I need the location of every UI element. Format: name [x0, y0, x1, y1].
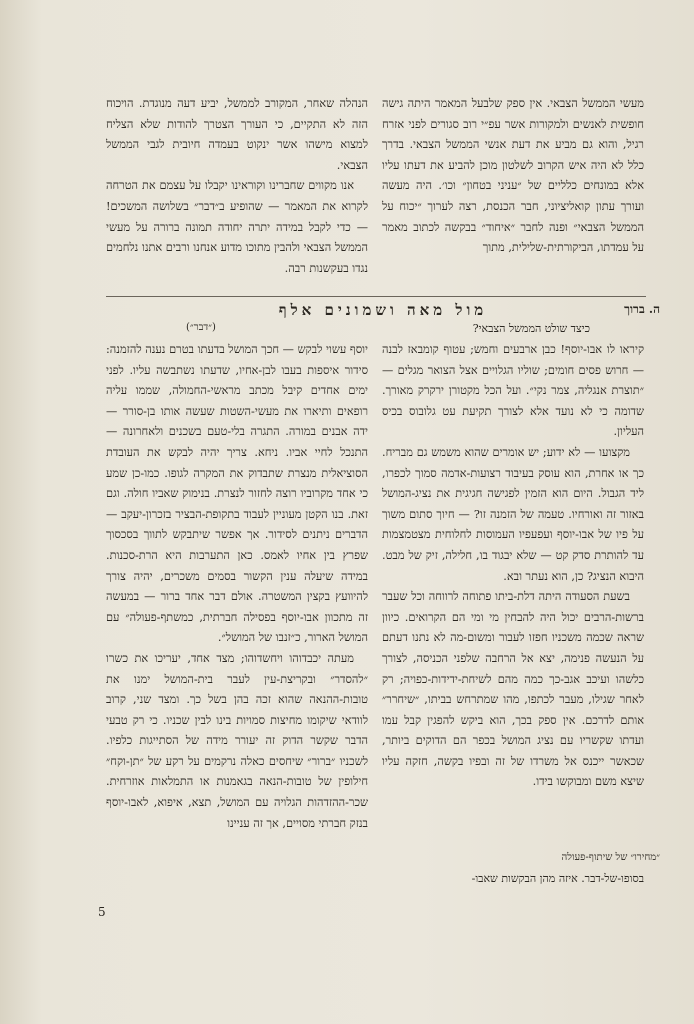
article-column-left [106, 340, 368, 905]
page-number: 5 [98, 905, 106, 919]
article-paragraph: בשעת הסעודה היתה דלת-ביתו פתוחה לרווחה וכל שעבר ברשות-הרבים יכול היה להבחין מי ומי הם הקרואים. כיוון שראה שכמה משכניו חפזו לעבור ומשום-מה לא נתנו דעתם על הנעשה פנימה, יצא אל הרחבה שלפני הכניסה, לצורך כלשהו ועיכב אגב-כך כמה מהם לשיחת-ידידות-כפויה; רק לאחר שגילו, מעבר לכתפו, מהו שמתרחש בביתו, ״שיחרר״ אותם לדרכם. אין ספק בכך, הוא ביקש להפגין קבל עמו ועדתו שקשריו עם נציג המושל בכפר הם הדוקים ביותר, שכאשר ייכנס אל משרדו של זה ובפיו בקשה, חזקה עליו שיצא משם ומבוקשו בידו. [382, 590, 644, 789]
article-subtitle: כיצד שולט הממשל הצבאי? [472, 322, 590, 335]
article-headline: מול מאה ושמונים אלף [278, 301, 488, 319]
intro-paragraph: מעשי הממשל הצבאי. אין ספק שלבעל המאמר היתה גישה חופשית לאנשים ולמקורות אשר עפ״י רוב סגורים לפני אזרח רגיל, והוא גם מביע את דעת אנשי הממשל הצבאי. בדרך כלל לא היה איש הקרוב לשלטון מוכן להביע את דעתו עליו אלא במונחים כלליים של ״עניני בטחון״ וכו׳. היה מעשה ועורך עתון קואליציוני, חבר הכנסת, רצה לערוך ״יכוח על הממשל הצבאי״ ופנה לחבר ״איחוד״ בבקשה לכתוב מאמר על עמדתו, הביקורתית-שלילית, מתוך [382, 97, 644, 255]
article-paragraph: קיראו לו אבו-יוסף! כבן ארבעים וחמש; עטוף קומבאז לבנה — חרוש פסים חומים; שוליו הגלויים אצל הצואר מגלים — ״תוצרת אנגליה, צמר נקי״. ועל הכל מקטורן ירקרק מאורך. שדומה כי לא נועד אלא לצורך תקיעת עט גלובוס בכיס העליון. [382, 343, 644, 439]
subheading: ״מחירו״ של שיתוף-פעולה [561, 852, 660, 863]
section-divider [106, 296, 646, 297]
intro-column-left [106, 94, 368, 296]
article-column-right [382, 340, 644, 830]
article-author: ה. ברוך [624, 302, 660, 316]
article-paragraph: יוסף עשוי לבקש — חכך המושל בדעתו בטרם נענה להזמנה: סידור איספות בעבו לבן-אחיו, שדעתו נשתבשה עליו. לפני ימים אחדים קיבל מכתב מראשי-החמולה, שממו עליה רופאים ותיארו את מעשי-השטות שעשה אותו בן-סורר — ידה אבנים במורה. התגרה בלי-טעם בשכנים ולאחרונה — התנכל לחיי אביו. ניחא. צריך יהיה לבקש את העובדת הסוציאלית מנצרת שתבדוק את המקרה לגופו. כמו-כן שמע כי אחד מקרוביו רוצה לחזור לנצרת. בנימוק שאביו חולה. וגם זאת. בנו הקטן מעוניין לעבוד בתקופת-הבציר בזכרון-יעקב — הדברים ניתנים לסידור. אך אפשר שיתבקש לתווך בסכסוך שפרץ בין אחיו לאמס. כאן התערבות היא הרת-סכנות. במידה שיעלה ענין הקשור בסמים משכרים, יהיה צורך להיוועץ בקצין המשטרה. אולם דבר אחד ברור — במעשה זה מתכוון אבו-יוסף בפסילה חברתית, כמשתף-פעולה״ עם המושל הארור, כ״זנבו של המושל״. [106, 343, 368, 645]
article-paragraph: מקצועו — לא ידוע; יש אומרים שהוא משמש גם מבריח. כך או אחרת, הוא עוסק בעיבוד רצועות-אדמה סמוך לכפרו, ליד הגבול. היום הוא הזמין לפגישה חגיגית את נציג-המושל באזור זה ואורחיו. טעמה של הזמנה זו? — חיוך סתום משוך על פיו של אבו-יוסף ועפעפיו העמוסות לחלוחית מצטמצמות עד להותרת סדק קט — שלא יבגוד בו, חלילה, זיק של מבט. היבוא הנציג? כן, הוא נעתר ובא. [382, 445, 644, 583]
article-paragraph: מעתה יכבדוהו ויחשדוהו; מצד אחד, יעריכו את כשרו ״להסדר״ ובקריצת-עין לעבר בית-המושל ימנו את טובות-ההנאה שהוא זכה בהן בשל כך. ומצד שני, קרוב לוודאי שיקומו מחיצות סמויות בינו לבין שכניו. כי רק טבעי הדבר שקשר הדוק זה יעורר מידה של הסתייגות כלפיו. לשכניו ״ברור״ שיחסים כאלה נרקמים על רקע של ״תן-וקח״ חילופין של טובות-הנאה בגאמנות או התמלאות אוזרחית. שכר-ההזדהות הגלויה עם המושל, תצא, איפוא, לאבו-יוסף בנזק חברתי מסויים, אך זה עניינו [106, 651, 368, 830]
continuation-line: בסופו-של-דבר. איזה מהן הבקשות שאבו- [471, 872, 644, 885]
intro-paragraph: הנהלה שאחר, המקורב לממשל, יביע דעה מנוגדת. הויכוח הזה לא התקיים, כי העורך הצטרך להודות שלא הצליח למצוא מישהו אשר ינקוט בעמדה חיובית לגבי הממשל הצבאי. [106, 97, 368, 172]
intro-paragraph: אנו מקווים שחברינו וקוראינו יקבלו על עצמם את הטרחה לקרוא את המאמר — שהופיע ב״דבר״ בשלושה המשכים! — כדי לקבל במידה יתרה יחודה תמונה ברורה על מעשי הממשל הצבאי ולהבין מתוכו מדוע אנחנו ורבים אתנו נלחמים נגדו בעקשנות רבה. [106, 179, 368, 275]
article-source: (״דבר״) [186, 322, 216, 333]
